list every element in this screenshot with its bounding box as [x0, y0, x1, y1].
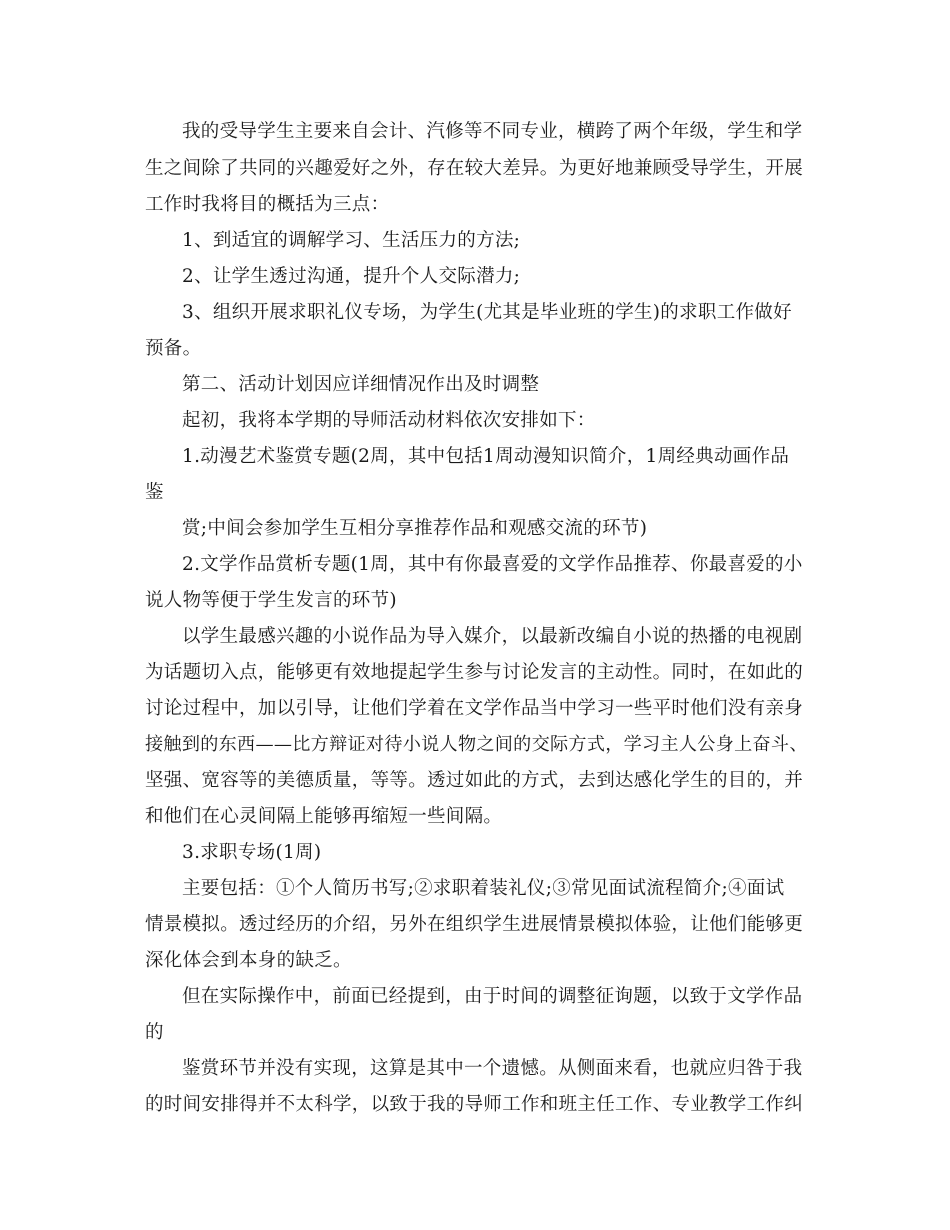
text-line: 鉴: [145, 482, 164, 503]
text-line: 的: [145, 1022, 164, 1043]
text-line: 工作时我将目的概括为三点：: [145, 194, 390, 215]
list-item: 2、让学生透过沟通，提升个人交际潜力;: [182, 266, 521, 287]
text-line: 的时间安排得并不太科学，以致于我的导师工作和班主任工作、专业教学工作纠: [145, 1094, 804, 1115]
list-item: 3.求职专场(1周): [182, 842, 322, 863]
list-item: 1、到适宜的调解学习、生活压力的方法;: [182, 230, 521, 251]
list-item: 1.动漫艺术鉴赏专题(2周，其中包括1周动漫知识简介，1周经典动画作品: [182, 446, 790, 467]
text-line: 讨论过程中，加以引导，让他们学着在文学作品当中学习一些平时他们没有亲身: [145, 698, 804, 719]
text-line: 接触到的东西——比方辩证对待小说人物之间的交际方式，学习主人公身上奋斗、: [145, 734, 808, 755]
text-line: 说人物等便于学生发言的环节): [145, 590, 397, 611]
text-line: 深化体会到本身的缺乏。: [145, 950, 352, 971]
text-line: 生之间除了共同的兴趣爱好之外，存在较大差异。为更好地兼顾受导学生，开展: [145, 158, 804, 179]
text-line: 以学生最感兴趣的小说作品为导入媒介，以最新改编自小说的热播的电视剧: [182, 626, 803, 647]
list-item: 3、组织开展求职礼仪专场，为学生(尤其是毕业班的学生)的求职工作做好: [182, 302, 792, 323]
text-line: 鉴赏环节并没有实现，这算是其中一个遗憾。从侧面来看，也就应归咎于我: [182, 1058, 803, 1079]
text-line: 情景模拟。透过经历的介绍，另外在组织学生进展情景模拟体验，让他们能够更: [145, 914, 804, 935]
section-heading: 第二、活动计划因应详细情况作出及时调整: [182, 374, 540, 395]
text-line: 主要包括：①个人简历书写;②求职着装礼仪;③常见面试流程简介;④面试: [182, 878, 785, 899]
text-line: 起初，我将本学期的导师活动材料依次安排如下：: [182, 410, 596, 431]
text-line: 为话题切入点，能够更有效地提起学生参与讨论发言的主动性。同时，在如此的: [145, 662, 804, 683]
text-line: 但在实际操作中，前面已经提到，由于时间的调整征询题，以致于文学作品: [182, 986, 803, 1007]
text-line: 坚强、宽容等的美德质量，等等。透过如此的方式，去到达感化学生的目的，并: [145, 770, 804, 791]
text-line: 我的受导学生主要来自会计、汽修等不同专业，横跨了两个年级，学生和学: [182, 121, 803, 142]
text-line: 预备。: [145, 338, 202, 359]
list-item: 2.文学作品赏析专题(1周，其中有你最喜爱的文学作品推荐、你最喜爱的小: [182, 554, 803, 575]
text-line: 赏;中间会参加学生互相分享推荐作品和观感交流的环节): [182, 518, 648, 539]
text-line: 和他们在心灵间隔上能够再缩短一些间隔。: [145, 806, 503, 827]
